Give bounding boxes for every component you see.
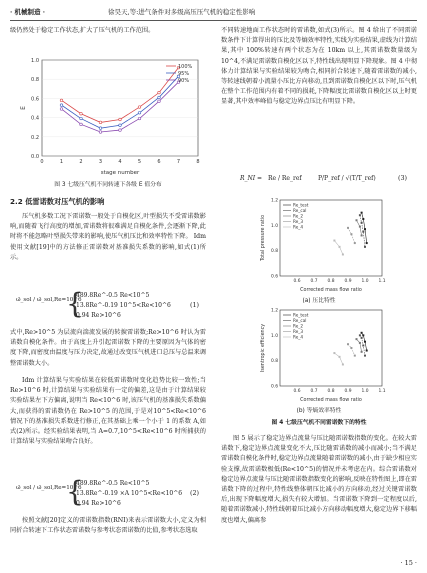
data-point bbox=[354, 242, 356, 244]
y-tick-label: 0.6 bbox=[31, 96, 39, 103]
data-point bbox=[362, 218, 364, 220]
legend-label: Re_2 bbox=[293, 323, 304, 329]
data-point bbox=[359, 342, 361, 344]
data-point bbox=[333, 240, 335, 242]
legend-label: 95% bbox=[178, 71, 190, 77]
x-tick-label: 3 bbox=[98, 159, 103, 165]
x-tick-label: 2 bbox=[79, 159, 83, 165]
y-tick-label: 0.8 bbox=[31, 77, 39, 84]
data-point bbox=[361, 332, 363, 334]
data-point bbox=[361, 337, 363, 339]
data-point bbox=[99, 121, 102, 124]
data-point bbox=[361, 222, 363, 224]
y-axis-label: Isentropic efficiency bbox=[261, 323, 266, 373]
page-number: · 15 · bbox=[400, 559, 417, 567]
data-point bbox=[99, 127, 102, 130]
data-point bbox=[362, 334, 364, 336]
data-point bbox=[364, 355, 366, 357]
x-tick-label: 8 bbox=[196, 159, 200, 165]
data-point bbox=[364, 228, 366, 230]
data-point bbox=[138, 112, 141, 115]
equation-3-rhs: P/P_ref / √(T/T_ref) bbox=[318, 175, 376, 182]
y-tick-label: 0.2 bbox=[31, 134, 39, 141]
data-point bbox=[361, 234, 363, 236]
x-tick-label: 0.7 bbox=[310, 389, 318, 394]
x-tick-label: 0.6 bbox=[293, 389, 301, 394]
data-point bbox=[99, 131, 102, 134]
equation-3-middle: Re / Re_ref bbox=[268, 175, 302, 182]
data-point bbox=[356, 338, 358, 340]
x-tick-label: 1.0 bbox=[361, 279, 369, 284]
equation-3-lhs: R_NI = bbox=[240, 175, 263, 182]
data-point bbox=[60, 108, 63, 111]
x-tick-label: 1.1 bbox=[378, 389, 386, 394]
data-point bbox=[119, 118, 122, 121]
equation-3-number: (3) bbox=[398, 174, 408, 182]
y-tick-label: 1.0 bbox=[31, 58, 39, 64]
data-point bbox=[359, 226, 361, 228]
x-tick-label: 0.9 bbox=[344, 279, 352, 284]
equation-2-case-2: 13.8Re^-0.19 ×A 10^5<Re<10^6 bbox=[76, 490, 183, 497]
x-axis-label: Corrected mass flow ratio bbox=[300, 288, 362, 293]
legend-label: Re_3 bbox=[293, 329, 304, 335]
y-tick-label: 0.4 bbox=[31, 115, 39, 122]
data-point bbox=[362, 231, 364, 233]
x-axis-label: stage number bbox=[100, 170, 140, 176]
equation-1-brace: { bbox=[66, 287, 84, 320]
y-tick-label: 1.2 bbox=[271, 198, 278, 204]
equation-2-case-3: 0.94 Re>10^6 bbox=[76, 500, 121, 507]
legend-label: 100% bbox=[178, 64, 193, 70]
x-tick-label: 6 bbox=[157, 159, 161, 165]
x-tick-label: 0.7 bbox=[310, 279, 318, 284]
legend-label: Re_2 bbox=[293, 213, 304, 219]
equation-1 bbox=[16, 287, 206, 324]
equation-3 bbox=[240, 168, 410, 190]
data-point bbox=[158, 96, 161, 99]
equation-2-case-1: 489.8Re^-0.5 Re<10^5 bbox=[76, 480, 150, 487]
y-tick-label: 0.6 bbox=[271, 274, 278, 280]
figure-3-chart bbox=[18, 56, 204, 178]
left-paragraph-4: 按照文献[20]定义的雷诺数指数(RNI)来表示雷诺数大小,定义为相同折合转速下工作状态雷诺数与参考状态雷诺数的比值,参考状态选取 bbox=[10, 517, 206, 535]
data-point bbox=[60, 104, 63, 107]
data-point bbox=[359, 334, 361, 336]
data-point bbox=[158, 91, 161, 94]
data-point bbox=[361, 212, 363, 214]
x-tick-label: 0.6 bbox=[293, 279, 301, 284]
legend-label: Re_3 bbox=[293, 219, 304, 225]
data-point bbox=[364, 341, 366, 343]
x-tick-label: 4 bbox=[118, 159, 122, 165]
data-point bbox=[119, 129, 122, 132]
y-tick-label: 1.0 bbox=[271, 333, 278, 339]
data-point bbox=[339, 356, 341, 358]
x-tick-label: 0.8 bbox=[327, 389, 335, 394]
data-point bbox=[342, 253, 344, 255]
legend-label: Re_test bbox=[293, 202, 309, 208]
legend-label: Re_cal bbox=[293, 318, 307, 324]
equation-2-number: (2) bbox=[190, 489, 200, 497]
left-paragraph-3: Idm 计算结果与实验结果在较低雷诺数时变化趋势比较一致性;当 Re>10^6 时,计算结果与实验结果有一定的偏差,这是由于计算结果较实验结果左下方偏离,说明当 Re<10^6 时,该压气机的基准损失系数偏大,而获得的雷诺数仍在 Re>10^5 的范围,于是对10^5<Re<10^6 情况下的基准损失系数进行修正,在其基础上乘一个小于 1 的系数 A,如式(2)所示。经实验结果表明,当 A=0.7,10^5<Re<10^6 时所捕获的计算结果与实验结果吻合良好。 bbox=[10, 377, 206, 446]
journal-name: · 机械制造 · bbox=[10, 8, 46, 16]
data-point bbox=[138, 106, 141, 109]
x-tick-label: 1.1 bbox=[378, 279, 386, 284]
y-tick-label: 0.8 bbox=[271, 359, 278, 365]
figure-4a-subcaption: (a) 压比特性 bbox=[302, 298, 336, 304]
x-tick-label: 1 bbox=[59, 159, 64, 165]
equation-1-number: (1) bbox=[190, 301, 200, 309]
x-tick-label: 1.0 bbox=[361, 389, 369, 394]
y-tick-label: 1.0 bbox=[271, 223, 278, 229]
y-axis-label: Total pressure ratio bbox=[261, 214, 266, 262]
legend-label: Re_test bbox=[293, 312, 309, 318]
x-tick-label: 0.8 bbox=[327, 279, 335, 284]
figure-4a-chart bbox=[258, 196, 388, 294]
legend-label: Re_cal bbox=[293, 208, 307, 214]
legend-label: Re_4 bbox=[293, 334, 304, 340]
data-point bbox=[333, 352, 335, 354]
data-point bbox=[354, 355, 356, 357]
equation-2 bbox=[16, 475, 206, 512]
equation-2-brace: { bbox=[66, 475, 84, 508]
data-point bbox=[361, 351, 363, 353]
x-tick-label: 7 bbox=[176, 159, 181, 165]
x-tick-label: 0.9 bbox=[344, 389, 352, 394]
data-point bbox=[119, 124, 122, 127]
data-point bbox=[364, 246, 366, 248]
data-point bbox=[366, 350, 368, 352]
y-tick-label: 0.0 bbox=[31, 154, 39, 160]
equation-1-case-2: 13.8Re^-0.19 10^5<Re<10^6 bbox=[76, 302, 171, 309]
running-title: 徐昊天,等:进气条件对多级高压压气机的稳定性影响 bbox=[108, 8, 256, 16]
y-tick-label: 1.2 bbox=[271, 308, 278, 314]
data-point bbox=[362, 344, 364, 346]
y-axis-label: E bbox=[20, 106, 27, 110]
data-point bbox=[350, 347, 352, 349]
x-tick-label: 5 bbox=[137, 159, 142, 165]
data-point bbox=[80, 117, 83, 120]
x-tick-label: 0 bbox=[40, 159, 44, 165]
data-point bbox=[339, 246, 341, 248]
data-point bbox=[80, 112, 83, 115]
y-tick-label: 0.6 bbox=[271, 384, 278, 390]
legend-label: 90% bbox=[178, 78, 190, 84]
left-paragraph-2: 式中,Re>10^5 为层流向湍流发展的转捩雷诺数;Re>10^6 时认为雷诺数自模化条件。由于高度上升引起雷诺数下降的主要原因为气体的密度下降,而密度由温度与压力决定,故通过改变压气机进口总压与总温来调整雷诺数大小。 bbox=[10, 329, 206, 367]
x-axis-label: Corrected mass flow ratio bbox=[300, 398, 362, 403]
data-point bbox=[350, 233, 352, 235]
data-point bbox=[158, 100, 161, 103]
equation-1-case-3: 0.94 Re>10^6 bbox=[76, 312, 121, 319]
figure-3-caption: 图 3 七级压气机不同转速下各级 E 值分布 bbox=[54, 182, 162, 188]
legend-label: Re_4 bbox=[293, 224, 304, 230]
data-point bbox=[347, 343, 349, 345]
running-header bbox=[10, 6, 417, 21]
data-point bbox=[342, 363, 344, 365]
equation-1-case-1: 489.8Re^-0.5 Re<10^5 bbox=[76, 292, 150, 299]
data-point bbox=[356, 219, 358, 221]
data-point bbox=[80, 123, 83, 126]
figure-4b-subcaption: (b) 等熵效率特性 bbox=[296, 408, 342, 414]
right-paragraph-2: 图 5 展示了稳定边界点流量与压比随雷诺数指数的变化。在较大雷诺数下,稳定边界点流量变化不大,压比随雷诺数的减小而减小;当不满足雷诺数自模化条件时,稳定边界点流量随着雷诺数的减小,由于缺少相应实验支撑,故雷诺数极低(Re<10^5)的情况并未考虑在内。综合雷诺数对稳定边界点流量与压比随雷诺数指数变化的影响,反映在特性图上,即在雷诺数下降的过程中,特性线整体朝压比减小的方向移动,经过关键雷诺数后,出现下降幅度增大,损失有较大增加。当雷诺数下降到一定程度以后,随着雷诺数减小,特性线朝着压比减小方向移动幅度增大,稳定边界下移幅度也增大,偏离参 bbox=[221, 435, 417, 524]
figure-4b-chart bbox=[258, 306, 388, 404]
left-paragraph-1: 压气机多数工况下雷诺数一般处于自模化区,叶型损失不受雷诺数影响,而随着飞行高度的增加,雷诺数将很难满足自模化条件,会逐渐下降,此时将不能忽略叶型损失带来的影响,使压气机压比和效率特性下降。 Idm 使用文献[19]中的方法修正雷诺数对基准损失系数的影响,如式(1)所示。 bbox=[10, 213, 206, 261]
data-point bbox=[347, 227, 349, 229]
left-intro-paragraph: 级仍然处于稳定工作状态,扩大了压气机的工作范围。 bbox=[10, 27, 155, 34]
right-paragraph-1: 不同转速地面工作状态时的雷诺数,如式(3)所示。图 4 给出了不同雷诺数条件下计算得出的压比及等熵效率特性,实线为实验结果,虚线为计算结果,其中 100%转速有两个状态为在 10km 以上,其雷诺数数量级为 10^4,不满足雷诺数自模化区以下,特性线出现明显下降现象。图 4 中彻体力计算结果与实验结果较为吻合,相同折合转速下,随着雷诺数的减小,等转速线朝着小流量小压比方向移动,且到雷诺数自模化区以下时,压气机在整个工作范围内有着不同的损耗,下降幅度比雷诺数自模化区以上时更显著,其中效率峰值与稳定边界点压比有明显下降。 bbox=[221, 27, 417, 106]
data-point bbox=[359, 214, 361, 216]
figure-4-caption: 图 4 七级压气机不同雷诺数下的特性 bbox=[271, 420, 367, 426]
equation-2-lhs: ω̄_sol / ω̄_sol,Re=10^6 bbox=[16, 485, 82, 491]
equation-1-lhs: ω̄_sol / ω̄_sol,Re=10^6 bbox=[16, 297, 82, 303]
data-point bbox=[138, 117, 141, 120]
data-point bbox=[366, 242, 368, 244]
data-point bbox=[60, 99, 63, 102]
y-tick-label: 0.8 bbox=[271, 249, 278, 255]
section-title: 2.2 低雷诺数对压气机的影响 bbox=[10, 197, 105, 206]
